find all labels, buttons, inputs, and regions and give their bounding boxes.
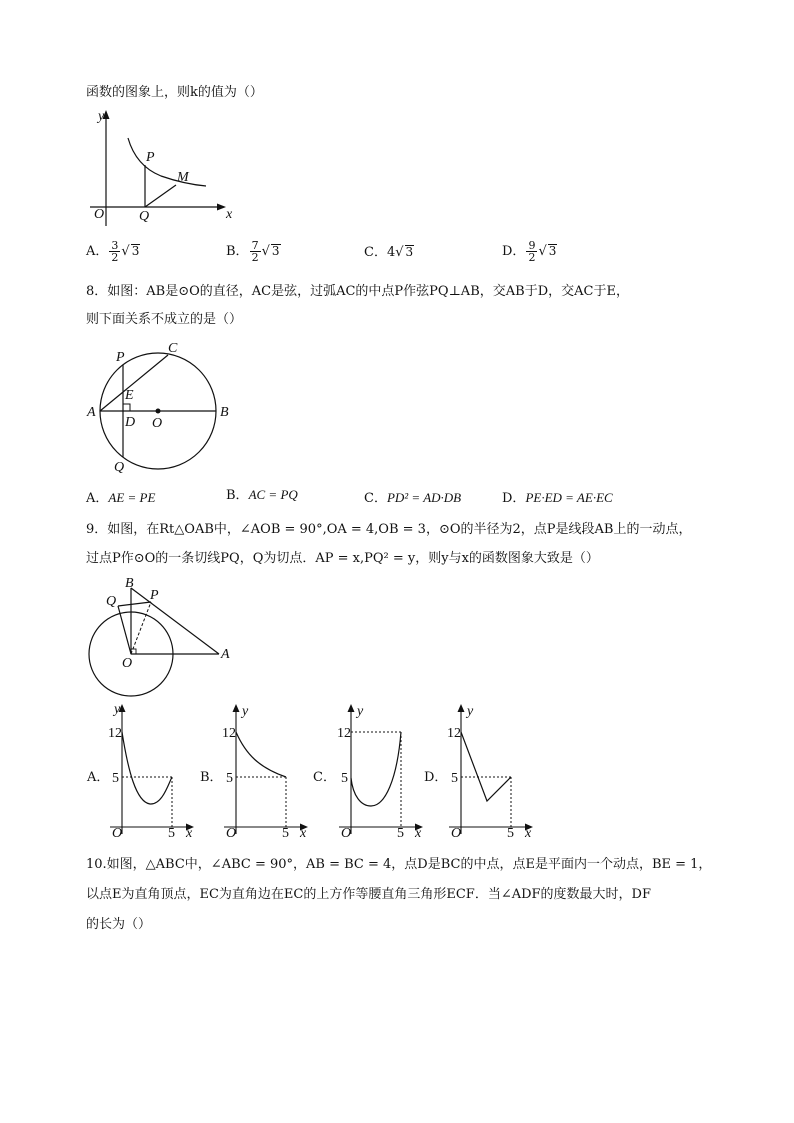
q9-gd-5: 5 [451,771,458,786]
q8-option-a[interactable]: A．AE = PE [86,490,156,506]
q9-graph-option-b-label[interactable]: B． [200,770,223,785]
q8-figure [84,338,244,478]
q9-gc-xend: 5 [397,826,404,841]
q9-o-label: O [122,656,133,671]
q8-e-label: E [125,388,134,403]
q9-ga-y: y [114,702,121,717]
q9-figure [84,574,244,696]
q8-b-label: B [220,405,229,420]
q9-a-label: A [221,647,230,662]
q9-gc-o: O [341,826,352,841]
q7-q-label: Q [139,209,150,224]
q10-stem-line1: 10.如图，△ABC中，∠ABC = 90°，AB = BC = 4，点D是BC的中点，点E是平面内一个动点，BE = 1， [86,857,712,872]
q8-option-d[interactable]: D．PE·ED = AE·EC [502,490,613,506]
q8-p-label: P [116,350,125,365]
q9-gb-12: 12 [222,726,236,741]
q7-stem: 函数的图象上，则k的值为（） [86,85,263,100]
q10-stem-line2: 以点E为直角顶点，EC为直角边在EC的上方作等腰直角三角形ECF．当∠ADF的度数最大时，DF [86,887,651,902]
q9-ga-12: 12 [108,726,122,741]
q9-stem-line2: 过点P作⊙O的一条切线PQ，Q为切点．AP = x,PQ² = y，则y与x的函数图象大致是（） [86,551,599,566]
q9-graph-option-c-label[interactable]: C． [313,770,336,785]
q9-gd-o: O [451,826,462,841]
q9-ga-x: x [186,826,193,841]
q9-graph-d[interactable] [447,700,537,840]
q10-stem-line3: 的长为（） [86,917,152,932]
q7-option-a[interactable]: A． $\frac{3}{2}$ √ 3 [86,239,140,264]
q9-gc-5: 5 [341,771,348,786]
q9-gb-xend: 5 [282,826,289,841]
q7-option-b[interactable]: B． $\frac{7}{2}$ √ 3 [226,239,280,264]
q9-gb-x: x [300,826,307,841]
q8-c-label: C [168,341,178,356]
q9-ga-5: 5 [112,771,119,786]
q9-p-label: P [150,588,159,603]
q7-o-label: O [94,207,105,222]
q8-q-label: Q [114,460,125,475]
q9-stem-line1: 9．如图，在Rt△OAB中，∠AOB = 90°,OA = 4,OB = 3，⊙O的半径为2，点P是线段AB上的一动点， [86,522,692,537]
q7-y-label: y [98,109,105,124]
q8-d-label: D [125,415,136,430]
q9-graph-a[interactable] [108,700,198,840]
q8-option-c[interactable]: C．PD² = AD·DB [364,490,462,506]
q8-a-label: A [87,405,96,420]
q8-option-b[interactable]: B．AC = PQ [226,487,298,503]
q7-figure [86,108,236,228]
q9-gb-o: O [226,826,237,841]
q9-ga-o: O [112,826,123,841]
q9-graph-c[interactable] [337,700,427,840]
q9-gd-xend: 5 [507,826,514,841]
q9-gb-y: y [242,704,249,719]
q9-ga-xend: 5 [168,826,175,841]
q9-gd-x: x [525,826,532,841]
q9-gc-y: y [357,704,364,719]
q8-stem-line1: 8．如图：AB是⊙O的直径，AC是弦，过弧AC的中点P作弦PQ⊥AB，交AB于D，交AC于E， [86,284,629,299]
q9-gb-5: 5 [226,771,233,786]
q7-p-label: P [146,150,155,165]
q9-b-label: B [125,576,134,591]
q7-x-label: x [226,207,233,222]
q9-graph-b[interactable] [222,700,312,840]
q8-stem-line2: 则下面关系不成立的是（） [86,312,243,327]
q9-gd-12: 12 [447,726,461,741]
q9-graph-option-a-label[interactable]: A． [87,770,110,785]
q7-option-d[interactable]: D． $\frac{9}{2}$ √ 3 [502,239,557,264]
q9-q-label: Q [106,594,117,609]
q7-option-c[interactable]: C．4√ 3 [364,245,414,260]
q9-gd-y: y [467,704,474,719]
hyperbola-curve [128,138,206,186]
q9-gc-12: 12 [337,726,351,741]
q9-gc-x: x [415,826,422,841]
q7-m-label: M [177,170,189,185]
q8-center-dot [156,409,161,414]
q9-graph-option-d-label[interactable]: D． [424,770,448,785]
q8-o-label: O [152,416,163,431]
